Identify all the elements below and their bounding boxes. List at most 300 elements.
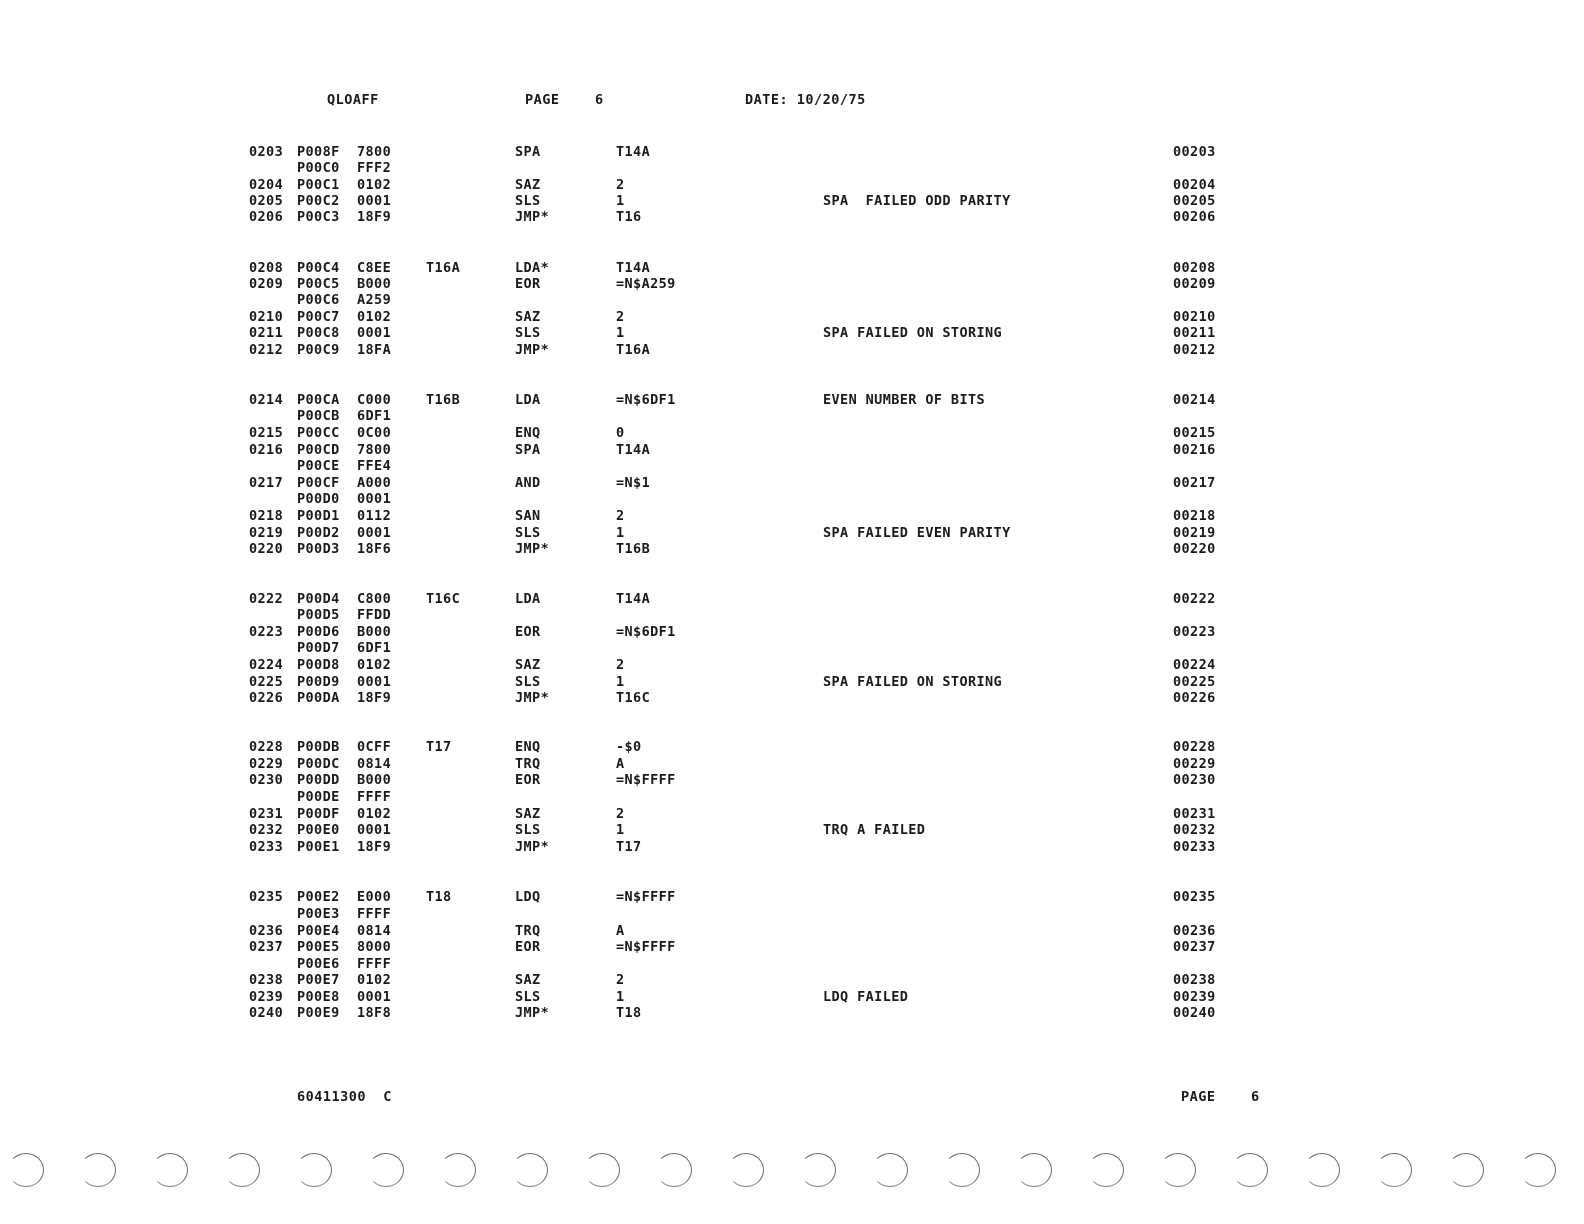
line-number: 0240: [249, 1005, 284, 1021]
tractor-feed-holes: [0, 1145, 1584, 1195]
object-code: E000: [357, 889, 392, 905]
object-code: 7800: [357, 442, 392, 458]
line-number: 0223: [249, 624, 284, 640]
opcode: LDA: [515, 591, 541, 607]
footer-page-label: PAGE: [1181, 1089, 1216, 1105]
feed-hole: [1016, 1153, 1052, 1187]
address: P00E0: [297, 822, 340, 838]
object-code: 0001: [357, 325, 392, 341]
operand: 2: [616, 657, 625, 673]
listing-row: [0, 906, 1584, 922]
sequence-number: 00226: [1173, 690, 1216, 706]
opcode: SAZ: [515, 309, 541, 325]
line-number: 0218: [249, 508, 284, 524]
listing-date: DATE: 10/20/75: [745, 92, 866, 108]
address: P00D7: [297, 640, 340, 656]
object-code: 18F9: [357, 839, 392, 855]
sequence-number: 00210: [1173, 309, 1216, 325]
opcode: LDA*: [515, 260, 550, 276]
opcode: SAZ: [515, 657, 541, 673]
opcode: EOR: [515, 772, 541, 788]
address: P00E9: [297, 1005, 340, 1021]
listing-row: [0, 772, 1584, 788]
object-code: C800: [357, 591, 392, 607]
line-number: 0222: [249, 591, 284, 607]
address: P00CC: [297, 425, 340, 441]
operand: 1: [616, 325, 625, 341]
listing-row: [0, 177, 1584, 193]
opcode: SLS: [515, 674, 541, 690]
sequence-number: 00237: [1173, 939, 1216, 955]
address: P00CB: [297, 408, 340, 424]
line-number: 0204: [249, 177, 284, 193]
listing-row: [0, 292, 1584, 308]
opcode: SLS: [515, 989, 541, 1005]
sequence-number: 00212: [1173, 342, 1216, 358]
object-code: 0102: [357, 972, 392, 988]
operand: =N$6DF1: [616, 624, 676, 640]
listing-row: [0, 144, 1584, 160]
opcode: JMP*: [515, 839, 550, 855]
object-code: A000: [357, 475, 392, 491]
opcode: SLS: [515, 822, 541, 838]
feed-hole: [1232, 1153, 1268, 1187]
operand: =N$FFFF: [616, 772, 676, 788]
sequence-number: 00208: [1173, 260, 1216, 276]
object-code: C000: [357, 392, 392, 408]
listing-row: [0, 260, 1584, 276]
listing-row: [0, 923, 1584, 939]
address: P008F: [297, 144, 340, 160]
header-page-label: PAGE: [525, 92, 560, 108]
object-code: B000: [357, 772, 392, 788]
address: P00D8: [297, 657, 340, 673]
listing-row: [0, 839, 1584, 855]
operand: T16B: [616, 541, 651, 557]
opcode: JMP*: [515, 209, 550, 225]
opcode: SAZ: [515, 806, 541, 822]
feed-hole: [1376, 1153, 1412, 1187]
comment: SPA FAILED EVEN PARITY: [823, 525, 1011, 541]
feed-hole: [512, 1153, 548, 1187]
object-code: FFFF: [357, 956, 392, 972]
sequence-number: 00205: [1173, 193, 1216, 209]
object-code: 18F9: [357, 209, 392, 225]
listing-row: [0, 342, 1584, 358]
address: P00C9: [297, 342, 340, 358]
address: P00D9: [297, 674, 340, 690]
line-number: 0235: [249, 889, 284, 905]
line-number: 0238: [249, 972, 284, 988]
sequence-number: 00230: [1173, 772, 1216, 788]
object-code: 18F9: [357, 690, 392, 706]
program-name: QLOAFF: [327, 92, 379, 108]
address: P00D6: [297, 624, 340, 640]
object-code: 0001: [357, 989, 392, 1005]
object-code: A259: [357, 292, 392, 308]
line-number: 0209: [249, 276, 284, 292]
operand: =N$1: [616, 475, 651, 491]
listing-row: [0, 822, 1584, 838]
line-number: 0216: [249, 442, 284, 458]
sequence-number: 00233: [1173, 839, 1216, 855]
address: P00DC: [297, 756, 340, 772]
footer-page-number: 6: [1251, 1089, 1260, 1105]
address: P00DE: [297, 789, 340, 805]
sequence-number: 00204: [1173, 177, 1216, 193]
feed-hole: [80, 1153, 116, 1187]
address: P00C8: [297, 325, 340, 341]
sequence-number: 00203: [1173, 144, 1216, 160]
opcode: SAN: [515, 508, 541, 524]
address: P00D5: [297, 607, 340, 623]
feed-hole: [1304, 1153, 1340, 1187]
operand: T14A: [616, 260, 651, 276]
opcode: LDQ: [515, 889, 541, 905]
address: P00C4: [297, 260, 340, 276]
listing-row: [0, 160, 1584, 176]
object-code: FFFF: [357, 906, 392, 922]
line-number: 0236: [249, 923, 284, 939]
object-code: 0814: [357, 923, 392, 939]
operand: 1: [616, 989, 625, 1005]
line-number: 0215: [249, 425, 284, 441]
operand: 2: [616, 177, 625, 193]
address: P00C6: [297, 292, 340, 308]
address: P00C7: [297, 309, 340, 325]
sequence-number: 00224: [1173, 657, 1216, 673]
object-code: 18F6: [357, 541, 392, 557]
address: P00CA: [297, 392, 340, 408]
opcode: JMP*: [515, 690, 550, 706]
address: P00E4: [297, 923, 340, 939]
object-code: FFDD: [357, 607, 392, 623]
opcode: ENQ: [515, 425, 541, 441]
feed-hole: [1520, 1153, 1556, 1187]
opcode: EOR: [515, 624, 541, 640]
line-number: 0226: [249, 690, 284, 706]
line-number: 0225: [249, 674, 284, 690]
comment: EVEN NUMBER OF BITS: [823, 392, 986, 408]
feed-hole: [8, 1153, 44, 1187]
object-code: 6DF1: [357, 408, 392, 424]
sequence-number: 00223: [1173, 624, 1216, 640]
listing-row: [0, 591, 1584, 607]
line-number: 0239: [249, 989, 284, 1005]
listing-row: [0, 624, 1584, 640]
object-code: 0102: [357, 657, 392, 673]
listing-row: [0, 756, 1584, 772]
feed-hole: [440, 1153, 476, 1187]
listing-row: [0, 325, 1584, 341]
operand: 2: [616, 972, 625, 988]
line-number: 0211: [249, 325, 284, 341]
operand: 0: [616, 425, 625, 441]
line-number: 0237: [249, 939, 284, 955]
feed-hole: [152, 1153, 188, 1187]
sequence-number: 00235: [1173, 889, 1216, 905]
listing-row: [0, 392, 1584, 408]
feed-hole: [368, 1153, 404, 1187]
feed-hole: [296, 1153, 332, 1187]
operand: =N$FFFF: [616, 889, 676, 905]
opcode: EOR: [515, 276, 541, 292]
object-code: 0CFF: [357, 739, 392, 755]
object-code: 7800: [357, 144, 392, 160]
sequence-number: 00239: [1173, 989, 1216, 1005]
operand: =N$A259: [616, 276, 676, 292]
feed-hole: [1160, 1153, 1196, 1187]
object-code: 6DF1: [357, 640, 392, 656]
object-code: B000: [357, 276, 392, 292]
listing-row: [0, 939, 1584, 955]
feed-hole: [1088, 1153, 1124, 1187]
sequence-number: 00215: [1173, 425, 1216, 441]
opcode: SPA: [515, 144, 541, 160]
object-code: 0001: [357, 491, 392, 507]
operand: T14A: [616, 144, 651, 160]
listing-row: [0, 508, 1584, 524]
address: P00CF: [297, 475, 340, 491]
object-code: 8000: [357, 939, 392, 955]
sequence-number: 00225: [1173, 674, 1216, 690]
opcode: JMP*: [515, 1005, 550, 1021]
opcode: SLS: [515, 193, 541, 209]
listing-row: [0, 657, 1584, 673]
opcode: TRQ: [515, 923, 541, 939]
address: P00DB: [297, 739, 340, 755]
object-code: 0102: [357, 806, 392, 822]
address: P00E3: [297, 906, 340, 922]
address: P00DF: [297, 806, 340, 822]
line-number: 0217: [249, 475, 284, 491]
address: P00E8: [297, 989, 340, 1005]
address: P00D4: [297, 591, 340, 607]
listing-row: [0, 458, 1584, 474]
opcode: SLS: [515, 525, 541, 541]
operand: 2: [616, 806, 625, 822]
address: P00D1: [297, 508, 340, 524]
operand: A: [616, 923, 625, 939]
address: P00E6: [297, 956, 340, 972]
address: P00C0: [297, 160, 340, 176]
object-code: 18F8: [357, 1005, 392, 1021]
object-code: FFF2: [357, 160, 392, 176]
operand: T14A: [616, 591, 651, 607]
object-code: 0C00: [357, 425, 392, 441]
address: P00CE: [297, 458, 340, 474]
opcode: ENQ: [515, 739, 541, 755]
address: P00E1: [297, 839, 340, 855]
object-code: 0814: [357, 756, 392, 772]
line-number: 0228: [249, 739, 284, 755]
comment: TRQ A FAILED: [823, 822, 926, 838]
listing-row: [0, 193, 1584, 209]
header-page-number: 6: [595, 92, 604, 108]
sequence-number: 00240: [1173, 1005, 1216, 1021]
line-number: 0210: [249, 309, 284, 325]
sequence-number: 00222: [1173, 591, 1216, 607]
opcode: SPA: [515, 442, 541, 458]
line-number: 0231: [249, 806, 284, 822]
listing-row: [0, 607, 1584, 623]
opcode: JMP*: [515, 342, 550, 358]
address: P00DD: [297, 772, 340, 788]
feed-hole: [872, 1153, 908, 1187]
operand: =N$6DF1: [616, 392, 676, 408]
listing-row: [0, 690, 1584, 706]
listing-row: [0, 408, 1584, 424]
operand: =N$FFFF: [616, 939, 676, 955]
feed-hole: [800, 1153, 836, 1187]
symbol-label: T16C: [426, 591, 461, 607]
feed-hole: [584, 1153, 620, 1187]
address: P00E7: [297, 972, 340, 988]
line-number: 0224: [249, 657, 284, 673]
address: P00E2: [297, 889, 340, 905]
opcode: SAZ: [515, 177, 541, 193]
operand: -$0: [616, 739, 642, 755]
line-number: 0205: [249, 193, 284, 209]
operand: 1: [616, 822, 625, 838]
listing-row: [0, 475, 1584, 491]
line-number: 0229: [249, 756, 284, 772]
listing-row: [0, 525, 1584, 541]
operand: A: [616, 756, 625, 772]
symbol-label: T17: [426, 739, 452, 755]
sequence-number: 00216: [1173, 442, 1216, 458]
object-code: 0112: [357, 508, 392, 524]
object-code: 0001: [357, 193, 392, 209]
line-number: 0208: [249, 260, 284, 276]
address: P00C2: [297, 193, 340, 209]
object-code: 18FA: [357, 342, 392, 358]
listing-row: [0, 209, 1584, 225]
symbol-label: T16B: [426, 392, 461, 408]
listing-row: [0, 989, 1584, 1005]
object-code: 0001: [357, 822, 392, 838]
operand: T18: [616, 1005, 642, 1021]
sequence-number: 00238: [1173, 972, 1216, 988]
address: P00C5: [297, 276, 340, 292]
opcode: LDA: [515, 392, 541, 408]
operand: T16: [616, 209, 642, 225]
operand: T16C: [616, 690, 651, 706]
address: P00CD: [297, 442, 340, 458]
line-number: 0206: [249, 209, 284, 225]
sequence-number: 00218: [1173, 508, 1216, 524]
feed-hole: [944, 1153, 980, 1187]
line-number: 0232: [249, 822, 284, 838]
sequence-number: 00217: [1173, 475, 1216, 491]
sequence-number: 00209: [1173, 276, 1216, 292]
symbol-label: T18: [426, 889, 452, 905]
line-number: 0214: [249, 392, 284, 408]
listing-row: [0, 442, 1584, 458]
opcode: AND: [515, 475, 541, 491]
sequence-number: 00211: [1173, 325, 1216, 341]
address: P00C1: [297, 177, 340, 193]
sequence-number: 00232: [1173, 822, 1216, 838]
address: P00E5: [297, 939, 340, 955]
opcode: SLS: [515, 325, 541, 341]
listing-row: [0, 889, 1584, 905]
object-code: 0001: [357, 674, 392, 690]
listing-row: [0, 309, 1584, 325]
operand: 2: [616, 508, 625, 524]
line-number: 0233: [249, 839, 284, 855]
listing-row: [0, 425, 1584, 441]
object-code: 0001: [357, 525, 392, 541]
listing-row: [0, 491, 1584, 507]
object-code: FFE4: [357, 458, 392, 474]
opcode: EOR: [515, 939, 541, 955]
sequence-number: 00229: [1173, 756, 1216, 772]
operand: 1: [616, 525, 625, 541]
feed-hole: [656, 1153, 692, 1187]
line-number: 0203: [249, 144, 284, 160]
feed-hole: [224, 1153, 260, 1187]
comment: SPA FAILED ODD PARITY: [823, 193, 1011, 209]
line-number: 0230: [249, 772, 284, 788]
listing-row: [0, 1005, 1584, 1021]
listing-row: [0, 739, 1584, 755]
listing-row: [0, 789, 1584, 805]
address: P00D2: [297, 525, 340, 541]
operand: T14A: [616, 442, 651, 458]
document-number: 60411300 C: [297, 1089, 392, 1105]
comment: LDQ FAILED: [823, 989, 909, 1005]
object-code: FFFF: [357, 789, 392, 805]
opcode: JMP*: [515, 541, 550, 557]
opcode: SAZ: [515, 972, 541, 988]
operand: 1: [616, 674, 625, 690]
address: P00C3: [297, 209, 340, 225]
sequence-number: 00220: [1173, 541, 1216, 557]
listing-row: [0, 674, 1584, 690]
opcode: TRQ: [515, 756, 541, 772]
listing-row: [0, 806, 1584, 822]
feed-hole: [728, 1153, 764, 1187]
line-number: 0219: [249, 525, 284, 541]
sequence-number: 00206: [1173, 209, 1216, 225]
listing-row: [0, 640, 1584, 656]
operand: T16A: [616, 342, 651, 358]
sequence-number: 00228: [1173, 739, 1216, 755]
object-code: 0102: [357, 177, 392, 193]
sequence-number: 00236: [1173, 923, 1216, 939]
object-code: B000: [357, 624, 392, 640]
listing-row: [0, 276, 1584, 292]
address: P00D0: [297, 491, 340, 507]
listing-row: [0, 956, 1584, 972]
object-code: C8EE: [357, 260, 392, 276]
object-code: 0102: [357, 309, 392, 325]
feed-hole: [1448, 1153, 1484, 1187]
address: P00D3: [297, 541, 340, 557]
sequence-number: 00214: [1173, 392, 1216, 408]
address: P00DA: [297, 690, 340, 706]
operand: T17: [616, 839, 642, 855]
listing-row: [0, 541, 1584, 557]
comment: SPA FAILED ON STORING: [823, 325, 1003, 341]
comment: SPA FAILED ON STORING: [823, 674, 1003, 690]
line-number: 0212: [249, 342, 284, 358]
symbol-label: T16A: [426, 260, 461, 276]
operand: 2: [616, 309, 625, 325]
line-number: 0220: [249, 541, 284, 557]
sequence-number: 00219: [1173, 525, 1216, 541]
